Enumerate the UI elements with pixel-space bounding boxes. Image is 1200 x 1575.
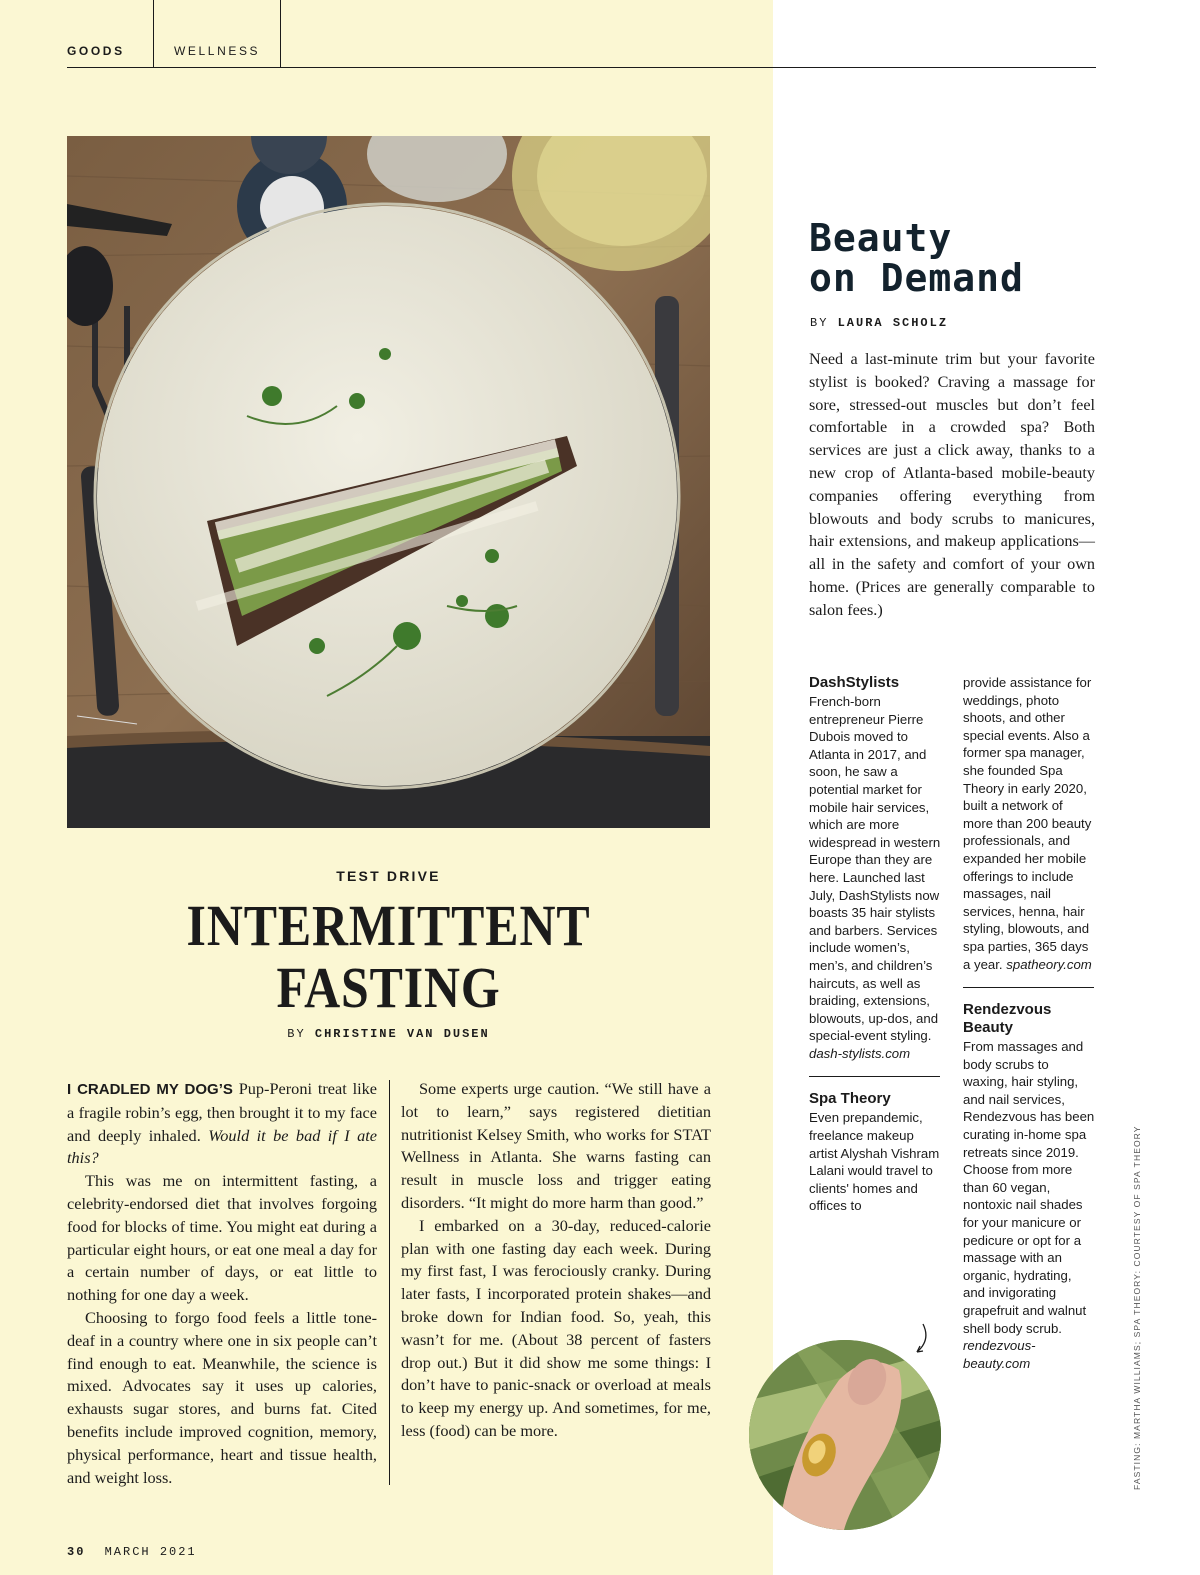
article-paragraph: This was me on intermittent fasting, a celebrity-endorsed diet that involves forgoing food for blocks of time. You might eat during a particular eight hours, or eat one meal a day for a certain number of days, or eat little to nothing for one day a week.	[67, 1171, 377, 1305]
photo-credit: FASTING: MARTHA WILLIAMS; SPA THEORY: COURTESY OF SPA THEORY	[1132, 1125, 1142, 1490]
article-paragraph: Choosing to forgo food feels a little tone-deaf in a country where one in six people can’t find enough to eat. Meanwhile, the science is mixed. Advocates say it uses up calories, exhausts sugar stores, and burns fat. Cited benefits include improved cognition, memory, physical performance, heart and tissue health, and weight loss.	[67, 1307, 377, 1487]
company-text: From massages and body scrubs to waxing, hair styling, and nail services, Rendezvous has been curating in-home spa retreats since 2019. Choose from more than 60 vegan, nontoxic nail shades for your manicure or pedicure or opt for a massage with an organic, hydrating, and invigorating grapefruit and walnut shell body scrub.	[963, 1039, 1095, 1336]
company-description: Even prepandemic, freelance makeup artist Alyshah Vishram Lalani would travel to clients' homes and offices to	[809, 1110, 940, 1214]
header-rule	[67, 67, 1096, 68]
company-description	[963, 1038, 1095, 1372]
article-byline	[67, 1027, 710, 1041]
header-divider	[153, 0, 154, 68]
sidebar-title-line: on Demand	[809, 256, 1024, 300]
article-column-right	[401, 1078, 711, 1443]
company-description	[963, 674, 1095, 973]
company-description	[809, 693, 941, 1062]
article-kicker: TEST DRIVE	[336, 868, 441, 884]
article-paragraph: Some experts urge caution. “We still have a lot to learn,” says registered dietitian nutritionist Kelsey Smith, who works for STAT Wellness in Atlanta. She warns fasting can result in muscle loss and trigger eating disorders. “It might do more harm than good.”	[401, 1079, 711, 1212]
subsection-label: WELLNESS	[174, 44, 261, 58]
page-footer	[67, 1545, 197, 1559]
sidebar-author: LAURA SCHOLZ	[837, 316, 949, 330]
byline-prefix: BY	[810, 316, 829, 330]
article-column-left	[67, 1078, 377, 1489]
article-title	[112, 895, 665, 1019]
company-name: Rendezvous Beauty	[963, 1001, 1052, 1037]
company-name: Spa Theory	[809, 1090, 891, 1108]
curved-arrow-icon	[905, 1322, 931, 1358]
fasting-plate-photo	[67, 136, 710, 828]
entry-divider	[809, 1076, 940, 1077]
section-label: GOODS	[67, 44, 125, 58]
column-divider	[389, 1080, 390, 1485]
paragraph-text: Pup-Peroni treat like a fragile robin’s egg, then brought it to my face and deeply inhaled.	[67, 1079, 377, 1145]
sidebar-column-right	[963, 674, 1095, 1372]
page-number: 30	[67, 1545, 86, 1559]
issue-date: MARCH 2021	[104, 1545, 197, 1559]
company-url: spatheory.com	[1006, 956, 1092, 972]
article-paragraph: I embarked on a 30-day, reduced-calorie plan with one fasting day each week. During my first fast, I was ferociously cranky. During later fasts, I incorporated protein shakes—and broke down for Indian food. So, yeah, this wasn’t for me. (About 38 percent of fasters drop out.) But it did show me some things: I don’t have to panic-snack or overload at meals to keep my energy up. And sometimes, for me, less (food) can be more.	[401, 1215, 711, 1440]
manicure-photo	[749, 1340, 941, 1530]
article-title-line: INTERMITTENT	[186, 893, 591, 958]
company-text: French-born entrepreneur Pierre Dubois moved to Atlanta in 2017, and soon, he saw a potential market for mobile hair services, which are more widespread in western Europe than they are here. Launched last July, DashStylists now boasts 35 hair stylists and barbers. Services include women’s, men’s, and children’s haircuts, as well as braiding, extensions, blowouts, up-dos, and special-event styling.	[809, 694, 941, 1044]
article-title-line: FASTING	[276, 955, 501, 1020]
sidebar-title-line: Beauty	[809, 216, 953, 260]
byline-prefix: BY	[287, 1027, 306, 1041]
article-author: CHRISTINE VAN DUSEN	[314, 1027, 490, 1041]
company-url: dash-stylists.com	[809, 1045, 911, 1061]
company-name: DashStylists	[809, 674, 900, 691]
paragraph-italic: Would it be bad if I ate this?	[67, 1125, 377, 1168]
lead-in: I CRADLED MY DOG’S	[67, 1081, 233, 1098]
sidebar-title	[809, 218, 1024, 298]
sidebar-column-left	[809, 674, 941, 1215]
sidebar-byline	[810, 316, 948, 330]
sidebar-intro: Need a last-minute trim but your favorite stylist is booked? Craving a massage for sore, stressed-out muscles but don’t feel comfortable in a crowded spa? Both services are just a click away, thanks to a new crop of Atlanta-based mobile-beauty companies offering everything from blowouts and body scrubs to manicures, hair extensions, and makeup applications—all in the safety and comfort of your own home. (Prices are generally comparable to salon fees.)	[809, 350, 1095, 619]
entry-divider	[963, 987, 1094, 988]
header-divider	[280, 0, 281, 68]
article-paragraph	[67, 1078, 377, 1170]
company-url: rendezvous-beauty.com	[963, 1338, 1036, 1371]
company-text: provide assistance for weddings, photo shoots, and other special events. Also a former spa manager, she founded Spa Theory in early 2020, built a network of more than 200 beauty professionals, and expanded her mobile offerings to include massages, nail services, henna, hair styling, blowouts, and spa parties, 365 days a year.	[963, 675, 1092, 972]
